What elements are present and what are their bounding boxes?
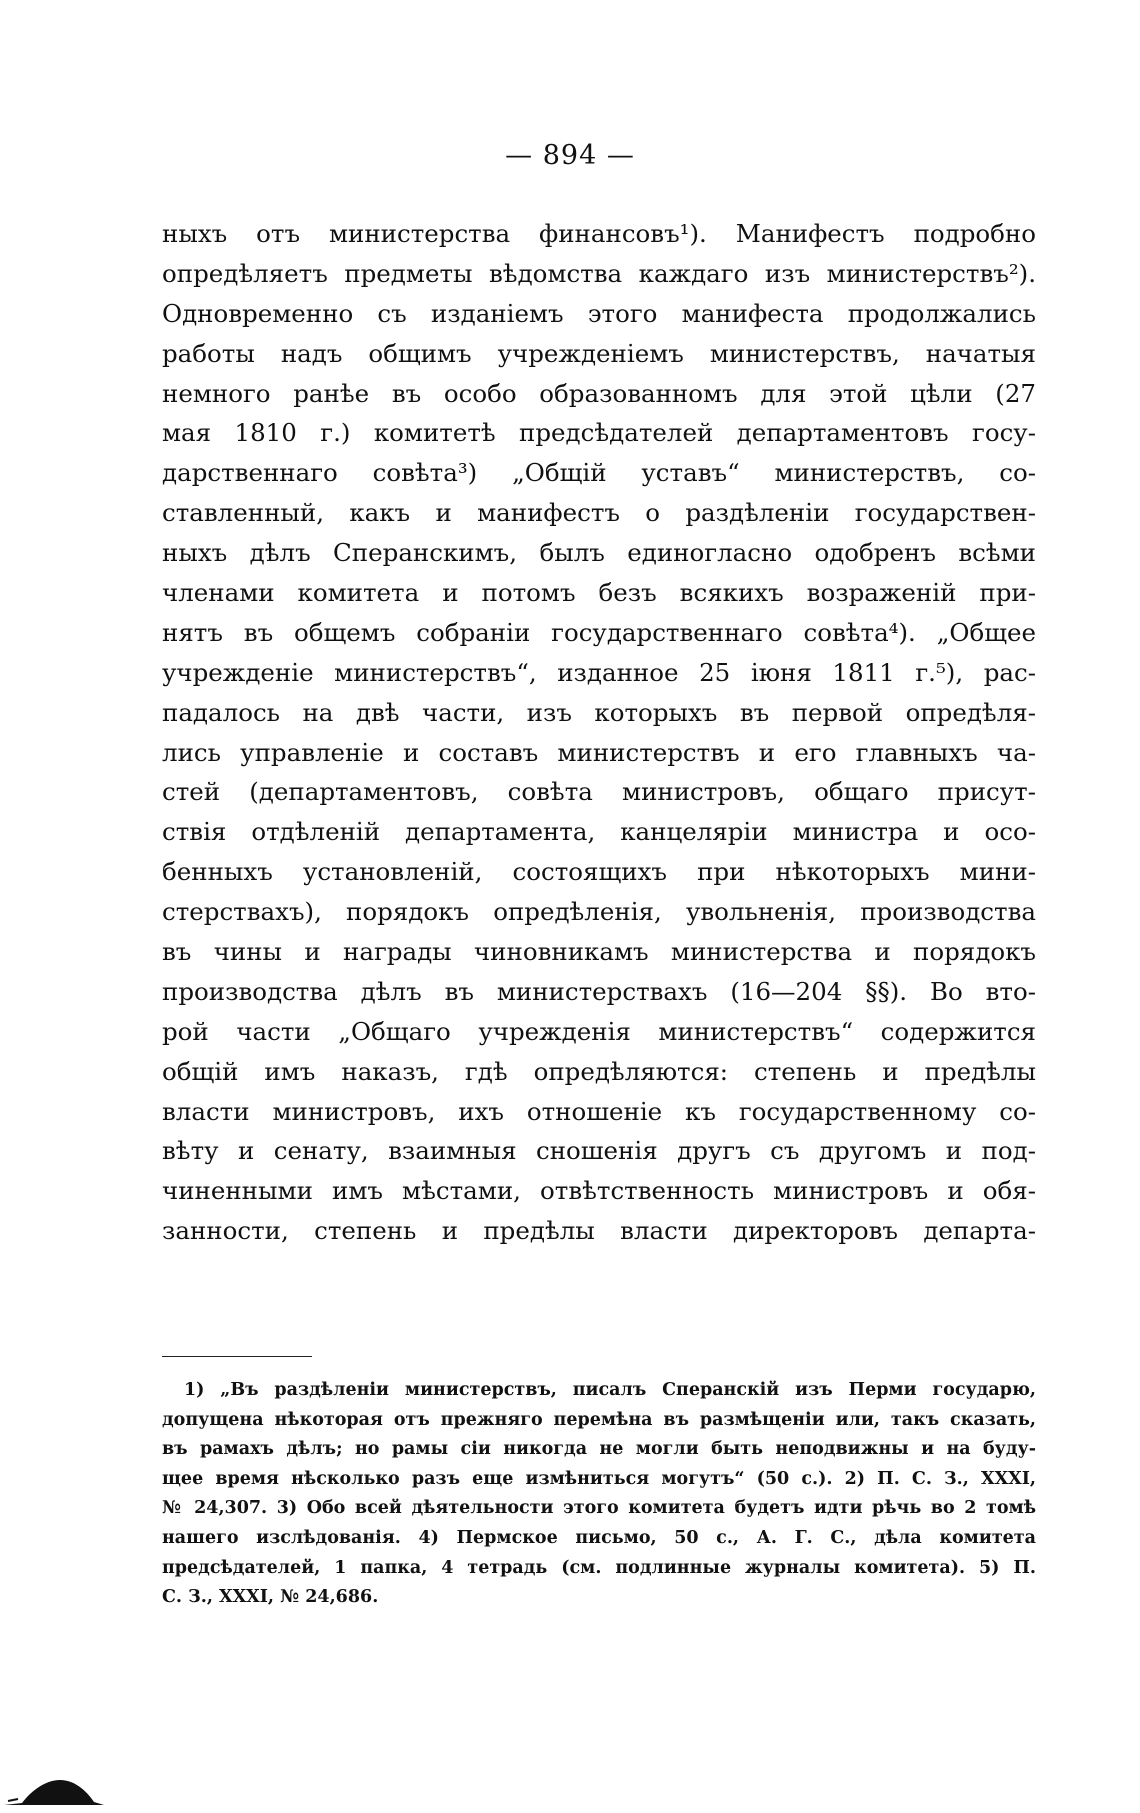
text-line: опредѣляетъ предметы вѣдомства каждаго изъ министерствъ²). <box>162 258 1036 288</box>
text-line: стей (департаментовъ, совѣта министровъ, общаго присут- <box>162 777 1036 807</box>
printer-ornament-icon <box>4 1776 104 1806</box>
text-line: дарственнаго совѣта³) „Общій уставъ“ министерствъ, со- <box>162 458 1036 488</box>
text-line: немного ранѣе въ особо образованномъ для этой цѣли (27 <box>162 378 1036 408</box>
text-line: мая 1810 г.) комитетѣ предсѣдателей департаментовъ госу- <box>162 418 1036 448</box>
text-line: бенныхъ установленій, состоящихъ при нѣкоторыхъ мини- <box>162 857 1036 887</box>
footnote-line: С. З., XXXI, № 24,686. <box>162 1587 379 1608</box>
text-line: рой части „Общаго учрежденія министерствъ“ содержится <box>162 1016 1036 1046</box>
text-line: ныхъ дѣлъ Сперанскимъ, былъ единогласно одобренъ всѣми <box>162 538 1036 568</box>
footnote-line: допущена нѣкоторая отъ прежняго перемѣна въ размѣщеніи или, такъ сказать, <box>162 1409 1036 1430</box>
main-text <box>162 214 1036 1251</box>
text-line: ствія отдѣленій департамента, канцеляріи министра и осо- <box>162 817 1036 847</box>
footnote-divider <box>162 1356 312 1357</box>
text-line: вѣту и сенату, взаимныя сношенія другъ съ другомъ и под- <box>162 1136 1036 1166</box>
footnotes <box>162 1376 1036 1613</box>
text-line: общій имъ наказъ, гдѣ опредѣляются: степень и предѣлы <box>162 1056 1036 1086</box>
text-line: нятъ въ общемъ собраніи государственнаго совѣта⁴). „Общее <box>162 617 1036 647</box>
text-line: лись управленіе и составъ министерствъ и его главныхъ ча- <box>162 737 1036 767</box>
text-line: ныхъ отъ министерства финансовъ¹). Манифестъ подробно <box>162 219 1036 248</box>
text-line: ставленный, какъ и манифестъ о раздѣленіи государствен- <box>162 498 1036 528</box>
text-line: власти министровъ, ихъ отношеніе къ государственному со- <box>162 1096 1036 1126</box>
footnote-line: 1) „Въ раздѣленіи министерствъ, писалъ Сперанскій изъ Перми государю, <box>184 1380 1036 1400</box>
text-line: Одновременно съ изданіемъ этого манифеста продолжались <box>162 298 1036 328</box>
text-line: работы надъ общимъ учрежденіемъ министерствъ, начатыя <box>162 338 1036 368</box>
text-line: падалось на двѣ части, изъ которыхъ въ первой опредѣля- <box>162 697 1036 727</box>
footnote-line: въ рамахъ дѣлъ; но рамы сіи никогда не могли быть неподвижны и на буду- <box>162 1439 1036 1460</box>
text-line: членами комитета и потомъ безъ всякихъ возраженій при- <box>162 578 1036 608</box>
text-line: занности, степень и предѣлы власти директоровъ департа- <box>162 1216 1036 1246</box>
text-line: производства дѣлъ въ министерствахъ (16—204 §§). Во вто- <box>162 976 1036 1006</box>
footnote-line: щее время нѣсколько разъ еще измѣниться могутъ“ (50 с.). 2) П. С. З., XXXI, <box>162 1468 1036 1489</box>
text-line: въ чины и награды чиновникамъ министерства и порядокъ <box>162 937 1036 967</box>
text-line: учрежденіе министерствъ“, изданное 25 іюня 1811 г.⁵), рас- <box>162 657 1036 687</box>
footnote-line: предсѣдателей, 1 папка, 4 тетрадь (см. подлинные журналы комитета). 5) П. <box>162 1557 1036 1578</box>
text-line: чиненными имъ мѣстами, отвѣтственность министровъ и обя- <box>162 1176 1036 1206</box>
text-line: стерствахъ), порядокъ опредѣленія, увольненія, производства <box>162 897 1036 927</box>
page-number: — 894 — <box>505 140 635 171</box>
footnote-line: нашего изслѣдованія. 4) Пермское письмо, 50 с., А. Г. С., дѣла комитета <box>162 1527 1036 1548</box>
footnote-line: № 24,307. 3) Обо всей дѣятельности этого комитета будетъ идти рѣчь во 2 томѣ <box>162 1498 1036 1519</box>
